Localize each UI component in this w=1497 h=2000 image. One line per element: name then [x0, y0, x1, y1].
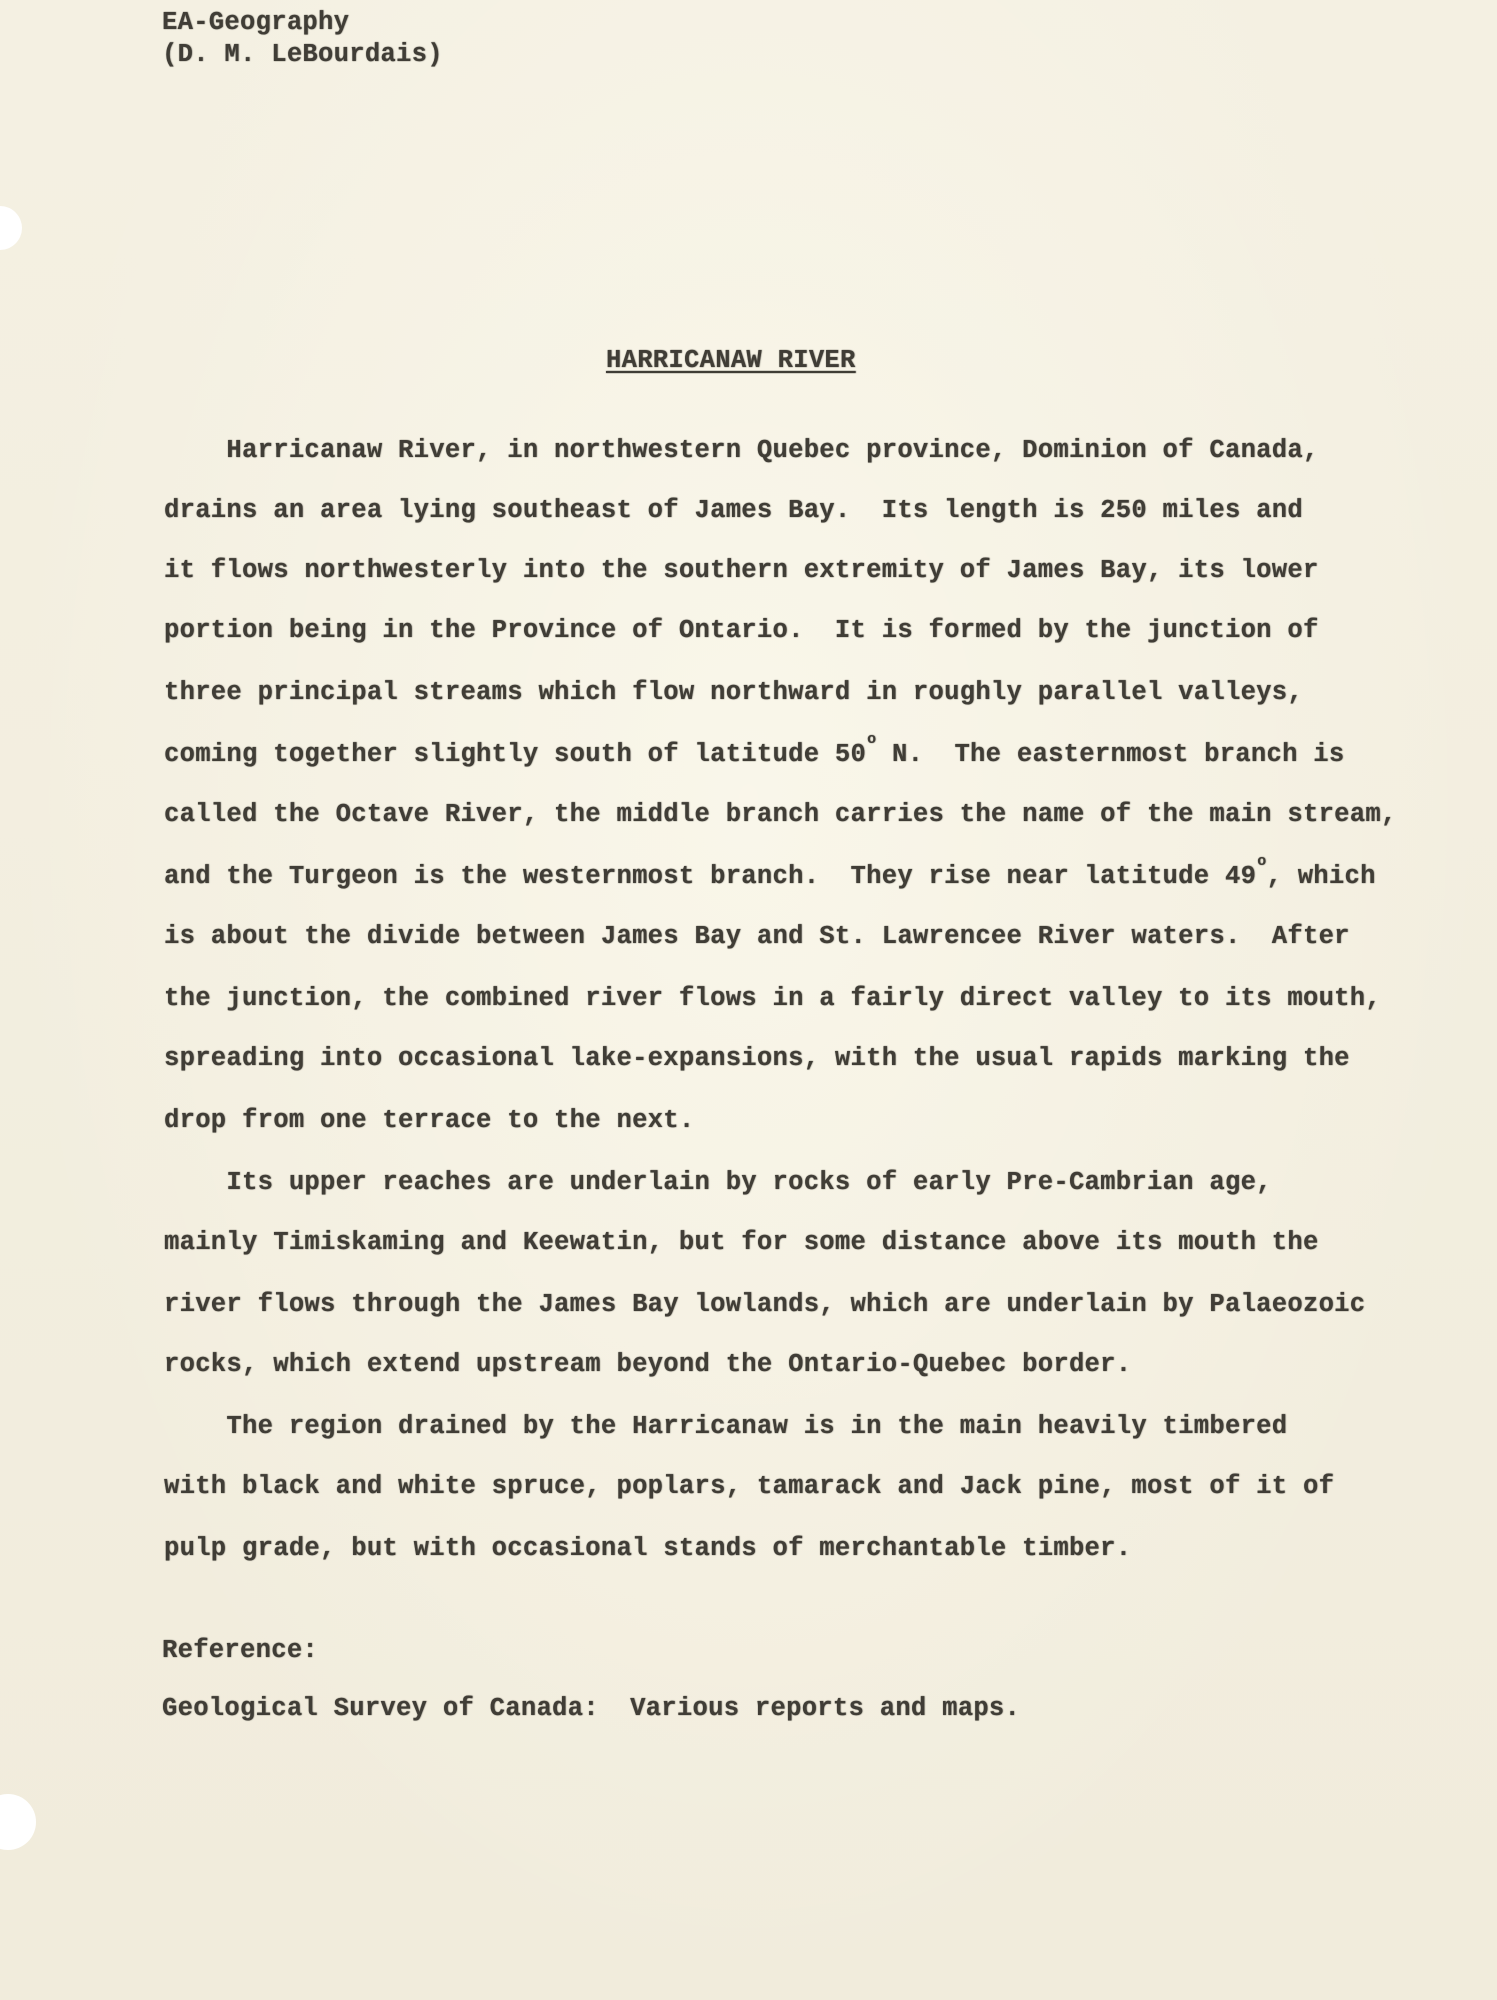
reference-label: Reference:	[162, 1636, 319, 1665]
degree-symbol: o	[1257, 853, 1267, 870]
paragraph-line: rocks, which extend upstream beyond the Ontario-Quebec border.	[164, 1350, 1132, 1379]
paragraph-line: The region drained by the Harricanaw is in the main heavily timbered	[164, 1412, 1288, 1441]
line-text: N. The easternmost branch is	[876, 740, 1345, 769]
paragraph-line: Its upper reaches are underlain by rocks of early Pre-Cambrian age,	[164, 1168, 1272, 1197]
page-title: HARRICANAW RIVER	[606, 346, 856, 375]
punch-hole	[0, 1794, 36, 1850]
line-text: coming together slightly south of latitude 50	[164, 740, 867, 769]
paragraph-line: three principal streams which flow northward in roughly parallel valleys,	[164, 678, 1303, 707]
reference-text: Geological Survey of Canada: Various reports and maps.	[162, 1694, 1021, 1723]
paragraph-line: pulp grade, but with occasional stands of merchantable timber.	[164, 1534, 1132, 1563]
paragraph-line: Harricanaw River, in northwestern Quebec province, Dominion of Canada,	[164, 436, 1319, 465]
paragraph-line: the junction, the combined river flows in a fairly direct valley to its mouth,	[164, 984, 1381, 1013]
paragraph-line: spreading into occasional lake-expansions, with the usual rapids marking the	[164, 1044, 1350, 1073]
degree-symbol: o	[867, 731, 877, 748]
paragraph-line: drains an area lying southeast of James Bay. Its length is 250 miles and	[164, 496, 1303, 525]
line-text: , which	[1266, 862, 1376, 891]
punch-hole	[0, 206, 22, 250]
paragraph-line: with black and white spruce, poplars, tamarack and Jack pine, most of it of	[164, 1472, 1335, 1501]
header-author: (D. M. LeBourdais)	[162, 40, 443, 69]
paragraph-line: mainly Timiskaming and Keewatin, but for some distance above its mouth the	[164, 1228, 1319, 1257]
paragraph-line: is about the divide between James Bay and St. Lawrencee River waters. After	[164, 922, 1350, 951]
paragraph-line: it flows northwesterly into the southern extremity of James Bay, its lower	[164, 556, 1319, 585]
paragraph-line: called the Octave River, the middle branch carries the name of the main stream,	[164, 800, 1397, 829]
paragraph-line: drop from one terrace to the next.	[164, 1106, 695, 1135]
paragraph-line: river flows through the James Bay lowlands, which are underlain by Palaeozoic	[164, 1290, 1366, 1319]
paragraph-line	[164, 731, 1345, 769]
paragraph-line: portion being in the Province of Ontario. It is formed by the junction of	[164, 616, 1319, 645]
line-text: and the Turgeon is the westernmost branch. They rise near latitude 49	[164, 862, 1257, 891]
header-category: EA-Geography	[162, 8, 350, 37]
paragraph-line	[164, 853, 1376, 891]
